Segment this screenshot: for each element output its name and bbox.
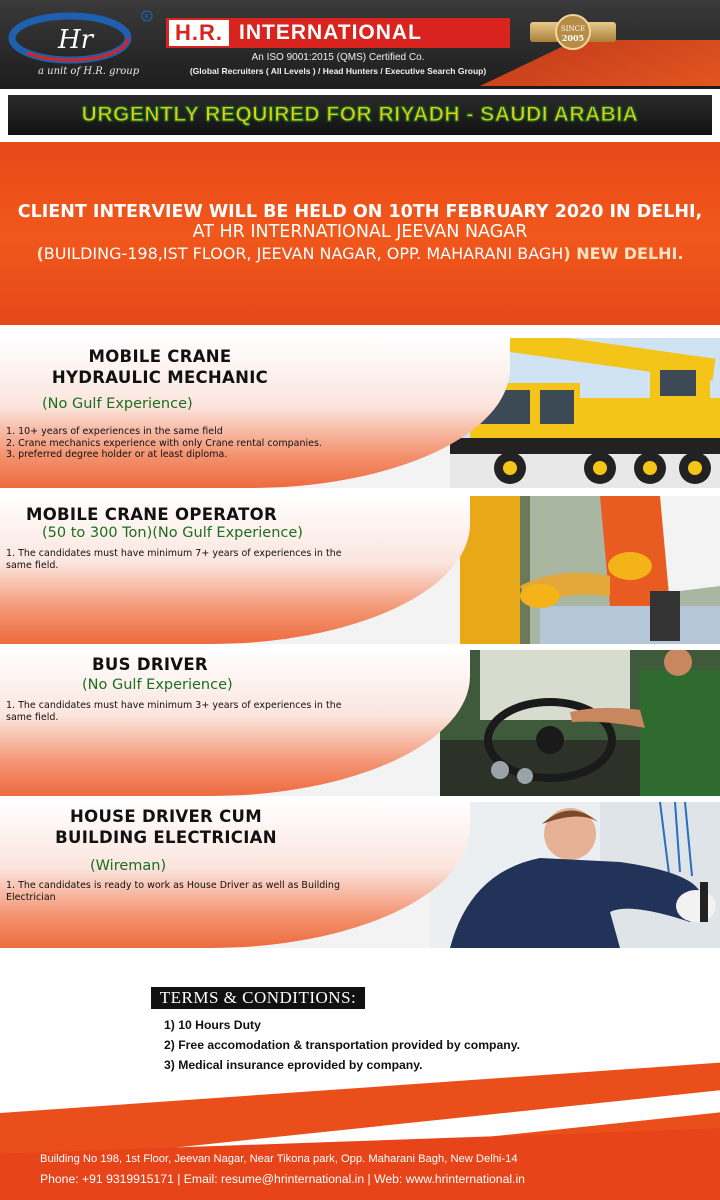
job-title-line1: MOBILE CRANE: [88, 347, 232, 366]
requirement-item: 2. Crane mechanics experience with only Crane rental companies.: [6, 437, 322, 449]
job-title: [30, 806, 302, 848]
job-card-crane-mechanic: [0, 338, 720, 488]
job-title-line1: BUS DRIVER: [92, 655, 208, 674]
svg-text:R: R: [144, 13, 150, 21]
job-subtitle: (50 to 300 Ton)(No Gulf Experience): [42, 525, 303, 541]
job-card-bus-driver: [0, 650, 720, 796]
since-badge: [530, 12, 616, 52]
job-title-line1: MOBILE CRANE OPERATOR: [26, 505, 277, 524]
requirement-item: 1. The candidates is ready to work as House Driver as well as Building: [6, 880, 340, 891]
recruiter-tagline: (Global Recruiters ( All Levels ) / Head Hunters / Executive Search Group): [189, 66, 487, 76]
crane-operator-photo: [460, 496, 720, 644]
address-paren-close: ) NEW DELHI.: [563, 244, 684, 263]
requirement-item: 1. The candidates must have minimum 7+ years of experiences in the: [6, 548, 342, 559]
interview-address-line: [0, 244, 720, 263]
requirement-item: 3. preferred degree holder or at least diploma.: [6, 449, 228, 460]
brand-international: INTERNATIONAL: [239, 21, 422, 44]
interview-date-line: CLIENT INTERVIEW WILL BE HELD ON 10TH FEBRUARY 2020 IN DELHI,: [17, 202, 703, 222]
job-title: [26, 504, 326, 525]
headline-band: [8, 95, 712, 135]
brand-hr: H.R.: [169, 20, 229, 46]
interview-address: BUILDING-198,IST FLOOR, JEEVAN NAGAR, OPP. MAHARANI BAGH: [43, 244, 564, 263]
job-subtitle: (Wireman): [90, 858, 167, 874]
job-title-line1: HOUSE DRIVER CUM: [70, 807, 262, 826]
job-requirements: [6, 548, 342, 571]
terms-item: 1) 10 Hours Duty: [164, 1018, 261, 1032]
terms-item: 3) Medical insurance eprovided by company.: [164, 1058, 423, 1072]
job-title: [60, 654, 240, 675]
job-title-line2: HYDRAULIC MECHANIC: [51, 368, 269, 387]
footer-address: Building No 198, 1st Floor, Jeevan Nagar, Near Tikona park, Opp. Maharani Bagh, New Delhi-14: [40, 1153, 518, 1165]
electrician-photo: [430, 802, 720, 948]
terms-title: TERMS & CONDITIONS:: [151, 987, 365, 1009]
svg-text:Hr: Hr: [58, 25, 94, 55]
footer-contacts: Phone: +91 9319915171 | Email: resume@hrinternational.in | Web: www.hrinternational.in: [40, 1172, 525, 1186]
brand-name-bar: [166, 18, 510, 48]
requirement-item: Electrician: [6, 891, 56, 903]
job-title-line2: BUILDING ELECTRICIAN: [55, 828, 277, 847]
requirement-item: 1. 10+ years of experiences in the same field: [6, 426, 223, 437]
requirement-item: same field.: [6, 711, 59, 723]
job-card-house-driver-electrician: [0, 802, 720, 948]
job-subtitle: (No Gulf Experience): [82, 677, 233, 693]
job-requirements: [6, 880, 340, 903]
requirement-item: same field.: [6, 559, 59, 571]
headline-text: URGENTLY REQUIRED FOR RIYADH - SAUDI ARABIA: [81, 103, 639, 126]
interview-notice: [0, 142, 720, 325]
job-card-crane-operator: [0, 496, 720, 644]
job-subtitle: (No Gulf Experience): [42, 396, 193, 412]
bus-driver-photo: [440, 650, 720, 796]
job-requirements: [6, 700, 342, 723]
job-requirements: [6, 426, 322, 461]
job-title: [40, 346, 280, 388]
header: [0, 0, 720, 86]
iso-certification: An ISO 9001:2015 (QMS) Certified Co.: [251, 52, 425, 63]
logo-tagline: a unit of H.R. group: [38, 66, 140, 77]
since-year: 2005: [561, 33, 585, 43]
requirement-item: 1. The candidates must have minimum 3+ years of experiences in the: [6, 700, 342, 711]
terms-item: 2) Free accomodation & transportation provided by company.: [164, 1038, 520, 1052]
since-label: SINCE: [560, 25, 586, 33]
headline-banner: [0, 86, 720, 142]
address-paren-open: (: [36, 244, 44, 263]
since-seal: [555, 14, 591, 50]
interview-venue-line: AT HR INTERNATIONAL JEEVAN NAGAR: [192, 222, 528, 242]
